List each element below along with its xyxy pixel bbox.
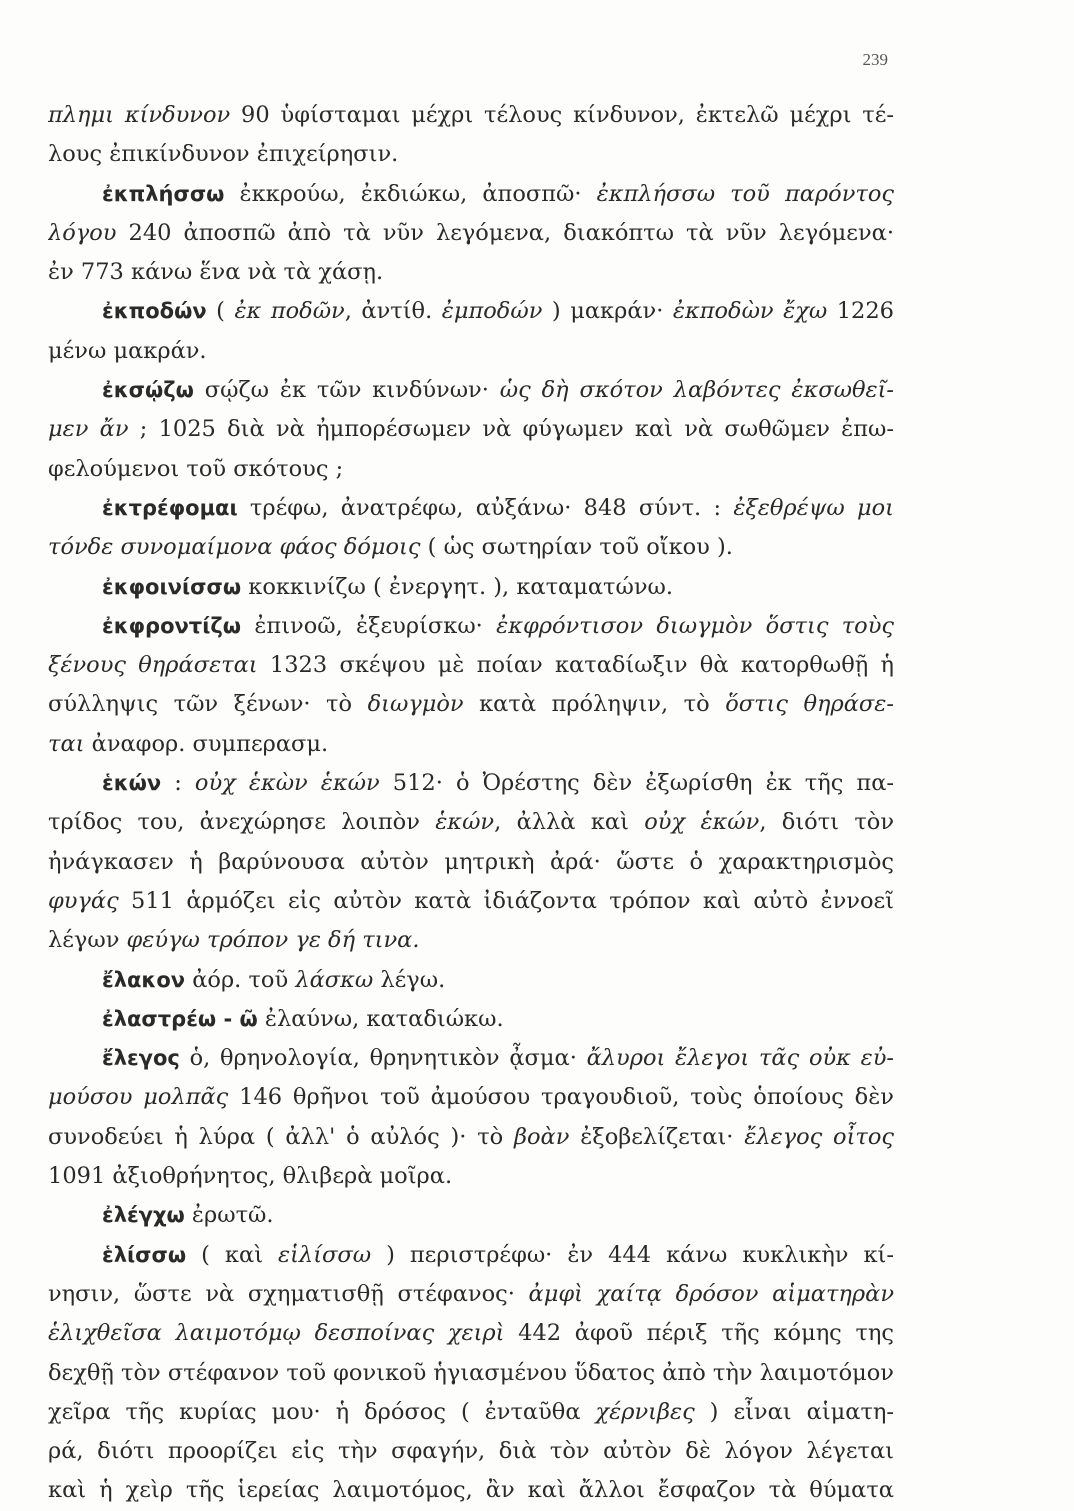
text-segment: ἐν 773 κάνω ἕνα νὰ τὰ χάσῃ. <box>48 259 384 286</box>
quotation: λόγου <box>48 219 117 246</box>
quotation: φεύγω τρόπον γε δή τινα. <box>126 927 420 954</box>
text-segment: 1323 σκέψου μὲ ποίαν καταδίωξιν θὰ κατορθωθῇ ἡ <box>257 652 894 679</box>
quotation: ἑλιχθεῖσα λαιμοτόμῳ δεσποίνας χειρὶ <box>48 1320 505 1347</box>
text-segment: ἐλαύνω, καταδιώκω. <box>257 1005 504 1032</box>
text-segment: 442 ἀφοῦ πέριξ τῆς κόμης της <box>504 1320 894 1347</box>
quotation: λάσκω <box>295 966 374 993</box>
text-segment: νησιν, ὥστε νὰ σχηματισθῇ στέφανος· <box>48 1280 529 1307</box>
quotation: ξένους θηράσεται <box>48 652 258 679</box>
text-line <box>48 803 894 842</box>
headword: ἐκσῴζω <box>102 378 194 403</box>
quotation: ἐξεθρέψω μοι <box>733 494 894 521</box>
text-line <box>48 489 894 528</box>
quotation: ἑκών <box>435 809 495 836</box>
text-segment: 1226 <box>827 298 894 325</box>
text-line <box>48 1039 894 1078</box>
quotation: οὐχ ἑκὼν ἑκών <box>194 770 380 797</box>
text-segment: : <box>161 770 195 797</box>
headword: ἐλαστρέω - ῶ <box>102 1006 258 1031</box>
text-line <box>48 1275 894 1314</box>
text-segment: χεῖρα τῆς κυρίας μου· ἡ δρόσος ( ἐνταῦθα <box>48 1398 596 1425</box>
text-segment: μένω μακράν. <box>48 337 207 364</box>
text-segment: καὶ ἡ χεὶρ τῆς ἱερείας λαιμοτόμος, ἂν καὶ ἄλλοι ἔσφαζον τὰ θύματα <box>48 1477 894 1504</box>
text-segment: ρά, διότι προορίζει εἰς τὴν σφαγήν, διὰ τὸν αὐτὸν δὲ λόγον λέγεται <box>48 1438 894 1465</box>
text-segment: τρέφω, ἀνατρέφω, αὐξάνω· 848 σύντ. : <box>237 494 734 521</box>
quotation: οὐχ ἑκών <box>644 809 760 836</box>
text-line <box>48 332 894 371</box>
headword: ἐλέγχω <box>102 1203 185 1228</box>
text-segment: ὁ, θρηνολογία, θρηνητικὸν ᾆσμα· <box>179 1045 587 1072</box>
quotation: εἱλίσσω <box>278 1241 372 1268</box>
text-segment: σύλληψις τῶν ξένων· τὸ <box>48 691 368 718</box>
headword: ἐκφοινίσσω <box>102 574 242 599</box>
quotation: ὅστις θηράσε- <box>725 691 894 718</box>
text-segment: κατὰ πρόληψιν, τὸ <box>463 691 726 718</box>
text-segment: ἀόρ. τοῦ <box>185 966 296 993</box>
text-segment: 240 ἀποσπῶ ἀπὸ τὰ νῦν λεγόμενα, διακόπτω τὰ νῦν λεγόμενα· <box>116 219 894 246</box>
text-segment: , ἀντίθ. <box>344 298 442 325</box>
text-segment: 146 θρῆνοι τοῦ ἀμούσου τραγουδιοῦ, τοὺς ὁποίους δὲν <box>228 1084 894 1111</box>
text-segment: ἐκκρούω, ἐκδιώκω, ἀποσπῶ· <box>224 180 597 207</box>
text-line <box>48 1118 894 1157</box>
text-segment: 512· ὁ Ὀρέστης δὲν ἐξωρίσθη ἐκ τῆς πα- <box>379 770 894 797</box>
text-segment: τρίδος του, ἀνεχώρησε λοιπὸν <box>48 809 436 836</box>
quotation: πλημι κίνδυνον <box>48 102 231 128</box>
text-line <box>48 1432 894 1471</box>
text-segment: 1091 ἀξιοθρήνητος, θλιβερὰ μοῖρα. <box>48 1163 453 1190</box>
headword: ἑκών <box>102 771 162 796</box>
text-line <box>48 685 894 724</box>
quotation: ἐκποδὼν ἔχω <box>672 298 828 325</box>
quotation: μεν ἄν <box>48 416 129 443</box>
headword: ἐκπλήσσω <box>102 181 225 206</box>
text-line <box>48 1196 894 1235</box>
text-line <box>48 135 894 174</box>
text-line <box>48 646 894 685</box>
text-line <box>48 292 894 331</box>
text-line <box>48 253 894 292</box>
quotation: ἐκφρόντισον διωγμὸν ὅστις τοὺς <box>496 612 894 639</box>
text-line <box>48 607 894 646</box>
quotation: ἐμποδών <box>441 298 543 325</box>
headword: ἑλίσσω <box>102 1242 187 1267</box>
quotation: βοὰν <box>514 1123 570 1150</box>
text-segment: ἠνάγκασεν ἡ βαρύνουσα αὐτὸν μητρικὴ ἀρά· ὥστε ὁ χαρακτηρισμὸς <box>48 848 894 875</box>
text-line <box>48 1393 894 1432</box>
text-segment: ) εἶναι αἱματη- <box>694 1398 894 1425</box>
quotation: φυγάς <box>48 887 119 914</box>
text-segment: 511 ἁρμόζει εἰς αὐτὸν κατὰ ἰδιάζοντα τρόπον καὶ αὐτὸ ἐννοεῖ <box>118 887 894 914</box>
text-line <box>48 1078 894 1117</box>
text-line <box>48 568 894 607</box>
text-line <box>48 1471 894 1510</box>
text-line <box>48 214 894 253</box>
text-line <box>48 921 894 960</box>
quotation: ἔλεγος οἶτος <box>744 1123 894 1150</box>
quotation: διωγμὸν <box>367 691 464 718</box>
text-line <box>48 1000 894 1039</box>
text-segment: λέγων <box>48 927 127 954</box>
text-segment: φελούμενοι τοῦ σκότους ; <box>48 455 344 482</box>
text-line <box>48 410 894 449</box>
headword: ἐκτρέφομαι <box>102 495 238 520</box>
text-line <box>48 1157 894 1196</box>
quotation: ὡς δὴ σκότον λαβόντες ἐκσωθεῖ- <box>499 377 894 404</box>
text-line <box>48 1314 894 1353</box>
headword: ἐκφροντίζω <box>102 613 242 638</box>
headword: ἔλεγος <box>102 1046 180 1071</box>
quotation: ἄλυροι ἔλεγοι τᾶς οὐκ εὐ- <box>586 1045 894 1072</box>
text-segment: ( καὶ <box>186 1241 279 1268</box>
text-segment: κοκκινίζω ( ἐνεργητ. ), καταματώνω. <box>241 573 674 600</box>
text-segment: λους ἐπικίνδυνον ἐπιχείρησιν. <box>48 141 399 168</box>
text-segment: ἐπινοῶ, ἐξευρίσκω· <box>241 612 497 639</box>
headword: ἐκποδών <box>102 299 207 324</box>
text-line <box>48 882 894 921</box>
text-segment: λέγω. <box>373 966 446 993</box>
text-segment: 90 ὑφίσταμαι μέχρι τέλους κίνδυνον, ἐκτελῶ μέχρι τέ- <box>230 102 894 128</box>
text-line <box>48 96 894 135</box>
text-line <box>48 371 894 410</box>
text-segment: , διότι τὸν <box>759 809 894 836</box>
text-segment: ( <box>206 298 235 325</box>
text-segment: ; 1025 διὰ νὰ ἠμπορέσωμεν νὰ φύγωμεν καὶ νὰ σωθῶμεν ἐπω- <box>128 416 894 443</box>
headword: ἔλακον <box>102 967 186 992</box>
quotation: ἐκπλήσσω τοῦ παρόντος <box>596 180 894 207</box>
quotation: ται <box>48 730 85 757</box>
quotation: χέρνιβες <box>595 1398 695 1425</box>
text-line <box>48 528 894 567</box>
text-segment: , ἀλλὰ καὶ <box>494 809 645 836</box>
text-line <box>48 1236 894 1275</box>
text-line <box>48 175 894 214</box>
text-line <box>48 725 894 764</box>
text-line <box>48 764 894 803</box>
quotation: τόνδε συνομαίμονα φάος δόμοις <box>48 534 421 561</box>
text-segment: ) μακράν· <box>542 298 673 325</box>
text-segment: δεχθῇ τὸν στέφανον τοῦ φονικοῦ ἡγιασμένου ὕδατος ἀπὸ τὴν λαιμοτόμον <box>48 1359 894 1386</box>
text-segment: ) περιστρέφω· ἐν 444 κάνω κυκλικὴν κί- <box>371 1241 894 1268</box>
text-line <box>48 1354 894 1393</box>
dictionary-text <box>48 96 894 1511</box>
quotation: ἀμφὶ χαίτᾳ δρόσον αἱματηρὰν <box>528 1280 894 1307</box>
text-segment: ἐξοβελίζεται· <box>569 1123 745 1150</box>
text-segment: ( ὡς σωτηρίαν τοῦ οἴκου ). <box>420 534 733 561</box>
text-line <box>48 450 894 489</box>
text-segment: συνοδεύει ἡ λύρα ( ἀλλ' ὁ αὐλός )· τὸ <box>48 1123 514 1150</box>
quotation: ἐκ ποδῶν <box>234 298 345 325</box>
text-segment: σῴζω ἐκ τῶν κινδύνων· <box>193 377 500 404</box>
text-segment: ἐρωτῶ. <box>184 1202 274 1229</box>
text-line <box>48 961 894 1000</box>
text-line <box>48 843 894 882</box>
text-segment: ἀναφορ. συμπερασμ. <box>84 730 329 757</box>
quotation: μούσου μολπᾶς <box>48 1084 229 1111</box>
page-number: 239 <box>862 50 888 69</box>
